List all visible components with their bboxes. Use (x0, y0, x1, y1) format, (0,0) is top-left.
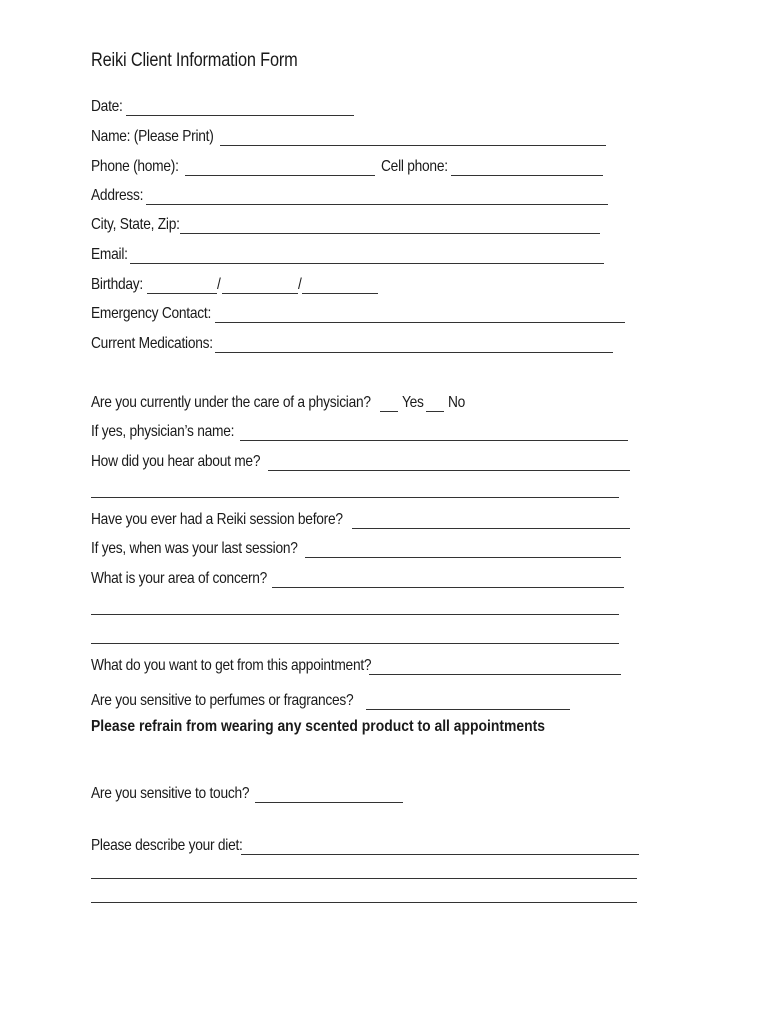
birthday-separator: / (297, 276, 302, 293)
cell-phone-label: Cell phone: (380, 158, 448, 175)
email-label: Email: (91, 246, 128, 263)
name-label: Name: (Please Print) (91, 128, 214, 145)
physician-name-row (91, 417, 628, 441)
yes-label: Yes (402, 394, 425, 411)
physician-name-field[interactable] (240, 422, 628, 441)
area-of-concern-label: What is your area of concern? (91, 570, 268, 587)
form-title: Reiki Client Information Form (91, 50, 298, 71)
last-session-field[interactable] (305, 539, 621, 558)
want-from-appointment-label: What do you want to get from this appointment? (91, 657, 372, 674)
current-medications-label: Current Medications: (91, 335, 213, 352)
date-row (91, 92, 354, 116)
physician-yes-field[interactable] (380, 393, 398, 412)
birthday-day-field[interactable] (222, 275, 298, 294)
physician-no-field[interactable] (426, 393, 444, 412)
emergency-contact-field[interactable] (215, 304, 625, 323)
diet-row (91, 831, 639, 855)
hear-about-row (91, 447, 630, 471)
scent-notice: Please refrain from wearing any scented product to all appointments (91, 718, 546, 735)
address-label: Address: (91, 187, 144, 204)
phone-home-label: Phone (home): (91, 158, 179, 175)
current-medications-field[interactable] (215, 334, 613, 353)
reiki-before-row (91, 505, 630, 529)
diet-field[interactable] (241, 836, 639, 855)
last-session-label: If yes, when was your last session? (91, 540, 298, 557)
want-from-appointment-field[interactable] (369, 656, 621, 675)
physician-name-label: If yes, physician’s name: (91, 423, 235, 440)
email-row (91, 240, 604, 264)
birthday-year-field[interactable] (302, 275, 378, 294)
touch-sensitive-field[interactable] (255, 784, 403, 803)
phone-home-field[interactable] (185, 157, 375, 176)
area-of-concern-extra-line[interactable] (91, 614, 619, 615)
emergency-contact-label: Emergency Contact: (91, 305, 212, 322)
birthday-month-field[interactable] (147, 275, 217, 294)
date-label: Date: (91, 98, 123, 115)
appointment-goal-row (91, 651, 621, 675)
diet-extra-line[interactable] (91, 902, 637, 903)
diet-label: Please describe your diet: (91, 837, 243, 854)
area-of-concern-field[interactable] (272, 569, 624, 588)
city-state-zip-row (91, 210, 600, 234)
birthday-separator: / (217, 276, 222, 293)
touch-sensitive-row (91, 779, 403, 803)
physician-care-question: Are you currently under the care of a physician? (91, 394, 371, 411)
city-state-zip-field[interactable] (180, 215, 600, 234)
diet-extra-line[interactable] (91, 878, 637, 879)
address-field[interactable] (146, 186, 608, 205)
touch-sensitive-label: Are you sensitive to touch? (91, 785, 250, 802)
date-field[interactable] (126, 97, 354, 116)
birthday-label: Birthday: (91, 276, 143, 293)
reiki-before-field[interactable] (352, 510, 630, 529)
address-row (91, 181, 608, 205)
name-field[interactable] (220, 127, 606, 146)
perfume-sensitive-row (91, 686, 570, 710)
area-of-concern-row (91, 564, 624, 588)
no-label: No (447, 394, 465, 411)
perfume-sensitive-field[interactable] (366, 691, 570, 710)
hear-about-label: How did you hear about me? (91, 453, 261, 470)
cell-phone-field[interactable] (451, 157, 603, 176)
last-session-row (91, 534, 621, 558)
phone-row (91, 152, 603, 176)
email-field[interactable] (130, 245, 604, 264)
hear-about-field[interactable] (268, 452, 630, 471)
area-of-concern-extra-line[interactable] (91, 643, 619, 644)
birthday-row (91, 270, 378, 294)
perfume-sensitive-label: Are you sensitive to perfumes or fragrances? (91, 692, 354, 709)
name-row (91, 122, 606, 146)
reiki-before-label: Have you ever had a Reiki session before? (91, 511, 343, 528)
city-state-zip-label: City, State, Zip: (91, 216, 180, 233)
physician-care-row (91, 388, 467, 412)
emergency-contact-row (91, 299, 625, 323)
medications-row (91, 329, 613, 353)
hear-about-extra-line[interactable] (91, 497, 619, 498)
